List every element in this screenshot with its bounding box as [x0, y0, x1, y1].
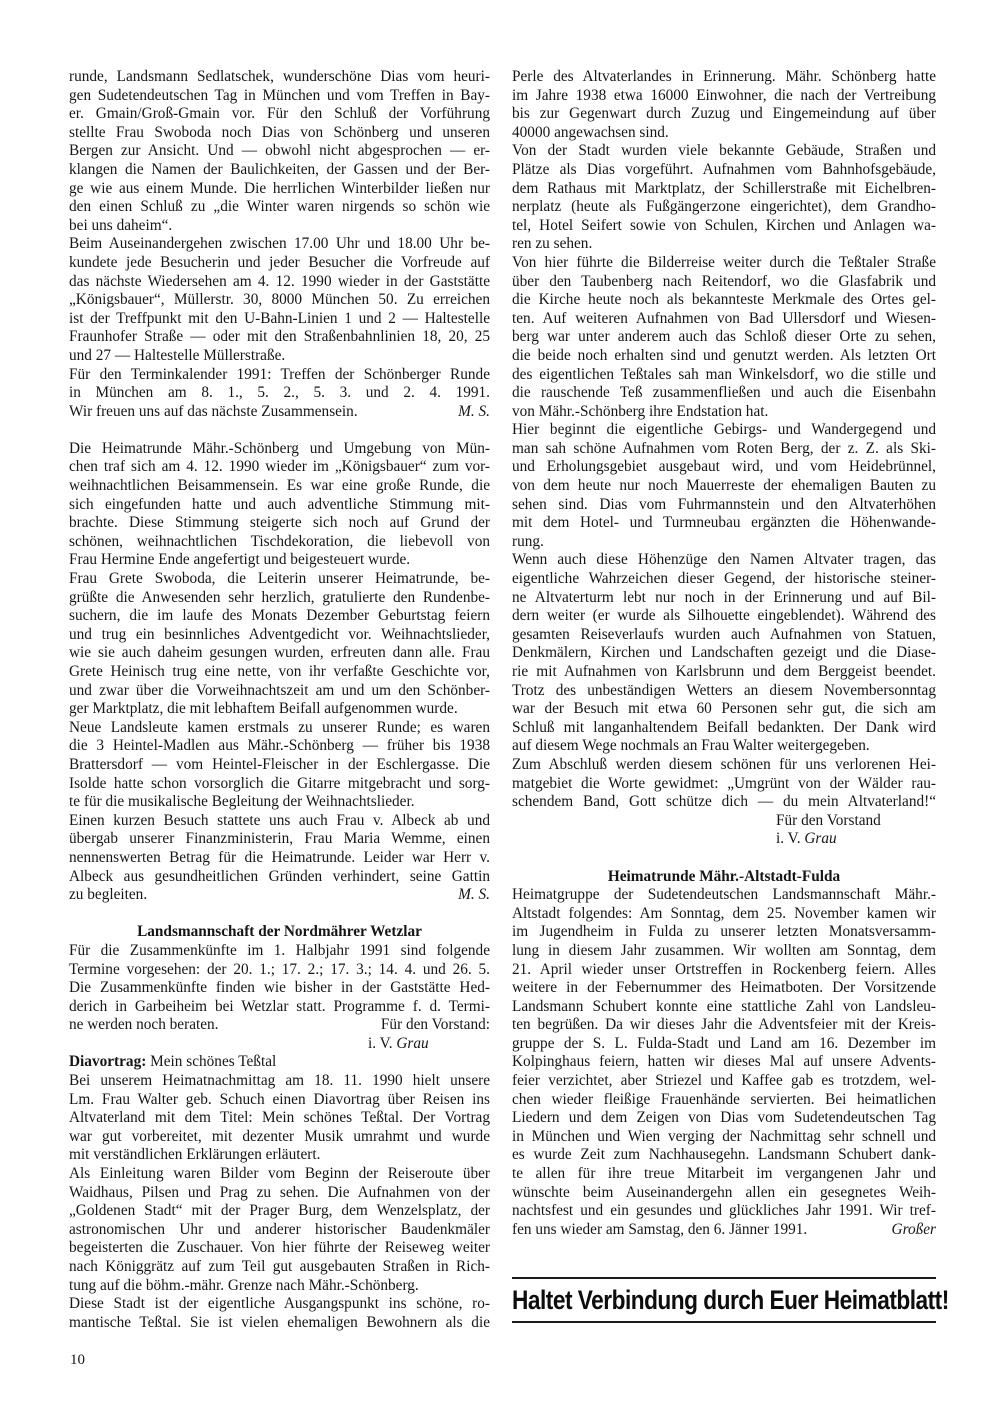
text-line: die Kirche heute noch als bekannteste Merkmale des Ortes gel-: [512, 291, 936, 309]
signature-block: [69, 1035, 490, 1054]
text-line: auf diesem Wege nochmals an Frau Walter weitergegeben.: [512, 737, 870, 755]
spacer: [512, 1258, 936, 1277]
text-line: tung auf die böhm.-mähr. Grenze nach Mähr.-Schönberg.: [69, 1276, 419, 1294]
text-line: kundete jede Besucherin und jeder Besucher die Vorfreude auf: [69, 253, 490, 271]
signature-label: Für den Vorstand: [776, 811, 881, 829]
text-line: Heimatgruppe der Sudetendeutschen Landsmannschaft Mähr.-: [512, 886, 936, 904]
spacer: [512, 849, 936, 868]
text-line: Grete Heinisch trug eine nette, von ihr verfaßte Geschichte vor,: [69, 663, 490, 680]
text-line: schönen, weihnachtlichen Tischdekoration, die liebevoll von: [69, 532, 490, 550]
text-line: wie sie auch daheim gesungen wurden, erfreuten dann alle. Frau: [69, 644, 490, 662]
text-line: über den Taubenberg nach Reitendorf, wo die Glasfabrik und: [512, 272, 936, 290]
paragraph-signature-row: [69, 886, 490, 905]
text-line: von dem heute nur noch Mauerreste der ehemaligen Bauten zu: [512, 477, 936, 495]
text-line: gen Sudetendeutschen Tag in München und vom Treffen in Bay-: [69, 86, 490, 104]
left-column: [69, 68, 490, 1332]
text-line: Von der Stadt wurden viele bekannte Gebäude, Straßen und: [512, 142, 936, 160]
text-line: zu begleiten.: [69, 886, 148, 904]
slogan-text: Haltet Verbindung durch Euer Heimatblatt!: [512, 1284, 949, 1315]
text-line: mit verständlichen Erklärungen erläutert.: [69, 1146, 321, 1164]
text-line: „Königsbauer“, Müllerstr. 30, 8000 München 50. Zu erreichen: [69, 291, 490, 309]
text-line: und zwar über die Vorweihnachtszeit am und um den Schönber-: [69, 681, 490, 699]
text-line: stellte Frau Swoboda noch Dias von Schönberg und unseren: [69, 123, 490, 141]
text-line: die beide noch erhalten sind und genutzt werden. Als letzten Ort: [512, 346, 936, 364]
text-line: Zum Abschluß werden diesem schönen für uns verlorenen Hei-: [512, 755, 936, 773]
text-line: er. Gmain/Groß-Gmain vor. Für den Schluß der Vorführung: [69, 105, 490, 123]
spacer: [69, 905, 490, 924]
text-line: Altvaterland mit dem Titel: Mein schönes Teßtal. Der Vortrag: [69, 1109, 490, 1127]
text-line: Landsmann Schubert konnte eine stattliche Zahl von Landsleu-: [512, 997, 936, 1015]
slogan-banner: [512, 1277, 949, 1324]
text-line: Neue Landsleute kamen erstmals zu unserer Runde; es waren: [69, 718, 490, 736]
signature-prefix: i. V.: [368, 1034, 397, 1052]
paragraph: [69, 812, 490, 886]
text-line: Wenn auch diese Höhenzüge den Namen Altvater tragen, das: [512, 551, 936, 569]
text-line: chen traf sich am 4. 12. 1990 wieder im „Königsbauer“ zum vor-: [69, 458, 490, 476]
text-line: übergab unserer Finanzministerin, Frau Maria Wemme, einen: [69, 830, 490, 848]
text-line: Von hier führte die Bilderreise weiter durch die Teßtaler Straße: [512, 253, 936, 271]
paragraph: [69, 1072, 490, 1165]
text-line: die 3 Heintel-Madlen aus Mähr.-Schönberg — früher bis 1938: [69, 737, 490, 755]
text-line: und trug ein besinnliches Adventgedicht vor. Weihnachtslieder,: [69, 625, 490, 643]
text-line: astronomischen Uhr und anderer historischer Baudenkmäler: [69, 1220, 490, 1238]
text-line: in München und Wien verging der Nachmittag sehr schnell und: [512, 1127, 936, 1145]
text-line: die rauschende Teß zusammenfließen und auch die Eisenbahn: [512, 384, 936, 402]
text-line: und 27 — Haltestelle Müllerstraße.: [69, 346, 286, 364]
paragraph: [512, 886, 936, 1221]
text-line: 40000 angewachsen sind.: [512, 123, 669, 141]
text-line: nerplatz (heute als Fußgängerzone eingerichtet), dem Grandho-: [512, 198, 936, 216]
paragraph-signature-row: [69, 403, 490, 422]
text-line: nach Königgrätz auf zum Teil gut ausgebauten Straßen in Rich-: [69, 1258, 490, 1275]
text-line: sich eingefunden hatte und auch adventliche Stimmung mit-: [69, 495, 490, 513]
text-line: Bei unserem Heimatnachmittag am 18. 11. 1990 hielt unsere: [69, 1072, 490, 1090]
paragraph: [69, 68, 490, 235]
paragraph: [512, 68, 936, 142]
right-column: [512, 68, 949, 1323]
text-line: te für die musikalische Begleitung der Weihnachtslieder.: [69, 793, 415, 811]
text-line: bei uns daheim“.: [69, 216, 173, 234]
signature-row: [69, 1016, 490, 1035]
text-line: weitere in der Febernummer des Heimatboten. Der Vorsitzende: [512, 979, 936, 997]
paragraph: [69, 440, 490, 570]
text-line: Termine vorgesehen: der 20. 1.; 17. 2.; 17. 3.; 14. 4. und 26. 5.: [69, 960, 490, 978]
subheading: [69, 1053, 490, 1072]
section-heading: Heimatrunde Mähr.-Altstadt-Fulda: [607, 867, 841, 885]
text-line: den einen Schluß zu „die Winter waren nirgends so schön wie: [69, 198, 490, 216]
text-line: mantische Teßtal. Sie ist vielen ehemaligen Bewohnern als die: [69, 1313, 490, 1331]
text-line: ger Marktplatz, die mit lebhaftem Beifall aufgenommen wurde.: [69, 700, 458, 718]
text-line: Die Zusammenkünfte finden wie bisher in der Gaststätte Hed-: [69, 979, 490, 997]
text-line: Isolde hatte schon vorsorglich die Gitarre mitgebracht und sorg-: [69, 774, 490, 792]
text-line: Frau Hermine Ende angefertigt und beigesteuert wurde.: [69, 551, 411, 569]
text-line: Plätze als Dias vorgeführt. Aufnahmen vom Bahnhofsgebäude,: [512, 160, 936, 178]
text-line: ne werden noch beraten.: [69, 1016, 219, 1034]
text-line: ten. Auf weiteren Aufnahmen von Bad Ullersdorf und Wiesen-: [512, 309, 936, 327]
top-rule: [512, 1277, 936, 1279]
text-line: Denkmälern, Kirchen und Landschaften gezeigt und die Diase-: [512, 644, 936, 662]
text-line: und Erholungsgebiet ausgebaut wird, und vom Heidebrünnel,: [512, 458, 936, 476]
signature-name: Grau: [396, 1034, 429, 1052]
author-signature: M. S.: [458, 886, 490, 904]
text-line: Für den Terminkalender 1991: Treffen der Schönberger Runde: [69, 365, 490, 383]
text-line: feier verzichtet, aber Striezel und Kaffee gab es trotzdem, wel-: [512, 1072, 936, 1090]
text-line: suchern, die im laufe des Monats Dezember Geburtstag feiern: [69, 607, 490, 625]
spacer: [69, 421, 490, 440]
text-line: dem Rathaus mit Marktplatz, der Schillerstraße mit Eichelbren-: [512, 179, 936, 197]
bottom-rule: [512, 1321, 936, 1323]
text-line: war der Besuch mit etwa 60 Personen sehr gut, die sich am: [512, 700, 936, 718]
text-line: tel, Hotel Seifert sowie von Schulen, Kirchen und Anlagen wa-: [512, 216, 936, 234]
text-line: Perle des Altvaterlandes in Erinnerung. Mähr. Schönberg hatte: [512, 68, 936, 85]
section-heading: Landsmannschaft der Nordmährer Wetzlar: [137, 923, 422, 941]
text-line: grüßte die Anwesenden sehr herzlich, gratulierte den Rundenbe-: [69, 588, 490, 606]
paragraph: [512, 254, 936, 421]
text-line: Altstadt folgendes: Am Sonntag, dem 25. November kamen wir: [512, 904, 936, 922]
paragraph: [69, 1295, 490, 1332]
text-line: Albeck aus gesundheitlichen Gründen verhindert, seine Gattin: [69, 867, 490, 885]
text-line: Trotz des unbeständigen Wetters an diesem Novembersonntag: [512, 681, 936, 699]
text-line: „Goldenen Stadt“ mit der Prager Burg, dem Wenzelsplatz, der: [69, 1202, 490, 1220]
text-line: ge wie aus einem Munde. Die herrlichen Winterbilder ließen nur: [69, 179, 490, 197]
text-line: lung in diesem Jahr zusammen. Wir wollten am Sonntag, dem: [512, 941, 936, 959]
text-line: rung.: [512, 532, 544, 550]
text-line: von Mähr.-Schönberg ihre Endstation hat.: [512, 402, 769, 420]
paragraph: [69, 235, 490, 365]
text-line: brachte. Diese Stimmung steigerte sich noch auf Grund der: [69, 514, 490, 532]
text-line: ne Altvaterturm lebt nur noch in der Erinnerung und auf Bil-: [512, 588, 936, 606]
text-line: man sah schöne Aufnahmen vom Roten Berg, der z. Z. als Ski-: [512, 439, 936, 457]
text-line: Einen kurzen Besuch stattete uns auch Frau v. Albeck ab und: [69, 811, 490, 829]
paragraph: [69, 1165, 490, 1295]
signature-line: [776, 830, 936, 849]
text-line: derich in Garbeiheim bei Wetzlar statt. Programme f. d. Termi-: [69, 997, 490, 1015]
text-line: dern weiter (er wurde als Silhouette eingeblendet). Während des: [512, 607, 936, 625]
paragraph: [512, 682, 936, 756]
text-line: das nächste Wiedersehen am 4. 12. 1990 wieder in der Gaststätte: [69, 272, 490, 290]
text-line: Beim Auseinandergehen zwischen 17.00 Uhr und 18.00 Uhr be-: [69, 235, 490, 253]
paragraph: [512, 551, 936, 681]
text-line: Als Einleitung waren Bilder vom Beginn der Reiseroute über: [69, 1165, 490, 1183]
text-line: Kolpinghaus feiern, hatten wir dieses Mal auf unsere Advents-: [512, 1053, 936, 1071]
signature-prefix: i. V.: [776, 830, 805, 848]
text-line: mit dem Hotel- und Turmneubau ergänzten die Höhenwande-: [512, 514, 936, 532]
text-line: Wir freuen uns auf das nächste Zusammensein.: [69, 402, 358, 420]
text-line: ist der Treffpunkt mit den U-Bahn-Linien 1 und 2 — Haltestelle: [69, 309, 490, 327]
text-line: schendem Band, Gott schütze dich — du mein Altvaterland!“: [512, 793, 936, 811]
text-line: im Jahre 1938 etwa 16000 Einwohner, die nach der Vertreibung: [512, 86, 936, 104]
text-line: bis zur Gegenwart durch Zuzug und Eingemeindung auf über: [512, 105, 936, 123]
text-line: 21. April wieder unser Ortstreffen in Rockenberg feiern. Alles: [512, 960, 936, 978]
text-line: te allen für ihre treue Mitarbeit im vergangenen Jahr und: [512, 1165, 936, 1183]
text-line: wünschte beim Auseinandergehn allen ein gesegnetes Weih-: [512, 1183, 936, 1201]
paragraph: [512, 142, 936, 254]
text-line: matgebiet die Worte gewidmet: „Umgrünt von der Wälder rau-: [512, 774, 936, 792]
text-line: klangen die Namen der Baulichkeiten, der Gassen und der Ber-: [69, 160, 490, 178]
text-line: Hier beginnt die eigentliche Gebirgs- und Wandergegend und: [512, 421, 936, 439]
text-line: des eigentlichen Teßtales sah man Winkelsdorf, wo die stille und: [512, 365, 936, 383]
text-line: weihnachtlichen Beisammensein. Es war eine große Runde, die: [69, 477, 490, 495]
text-line: war gut vorbereitet, mit dezenter Musik umrahmt und wurde: [69, 1127, 490, 1145]
text-line: in München am 8. 1., 5. 2., 5. 3. und 2. 4. 1991.: [69, 384, 490, 402]
text-line: Liedern und dem Zeigen von Dias vom Sudetendeutschen Tag: [512, 1109, 936, 1127]
text-line: berg war unter anderem auch das Schloß dieser Orte zu sehen,: [512, 328, 936, 346]
text-line: begeisterten die Zuschauer. Von hier führte der Reiseweg weiter: [69, 1239, 490, 1257]
text-line: gesamten Reiseverlaufs wurden auch Aufnahmen von Statuen,: [512, 625, 936, 643]
text-line: fen uns wieder am Samstag, den 6. Jänner 1991.: [512, 1220, 808, 1238]
text-line: Bergen zur Ansicht. Und — obwohl nicht abgesprochen — er-: [69, 142, 490, 160]
text-line: chen wieder fleißige Frauenhände servierten. Bei heimatlichen: [512, 1090, 936, 1108]
text-line: Fraunhofer Straße — oder mit den Straßenbahnlinien 18, 20, 25: [69, 328, 490, 346]
text-line: Waidhaus, Pilsen und Prag zu sehen. Die Aufnahmen von der: [69, 1183, 490, 1201]
text-line: ten begrüßen. Da wir dieses Jahr die Adventsfeier mit der Kreis-: [512, 1016, 936, 1034]
author-signature: Großer: [891, 1220, 936, 1238]
paragraph: [69, 719, 490, 812]
text-line: nachtsfest und ein gesundes und glückliches Jahr 1991. Wir tref-: [512, 1202, 936, 1220]
text-line: Frau Grete Swoboda, die Leiterin unserer Heimatrunde, be-: [69, 570, 490, 588]
spacer: [512, 1239, 936, 1258]
paragraph: [512, 421, 936, 551]
signature-block: [512, 812, 936, 849]
text-line: Schluß mit langanhaltendem Beifall bedankten. Der Dank wird: [512, 718, 936, 736]
paragraph: [69, 942, 490, 1016]
text-line: es wurde Zeit zum Nachhausegehn. Landsmann Schubert dank-: [512, 1146, 936, 1164]
subheading-label: Diavortrag:: [69, 1053, 147, 1071]
text-line: rie mit Aufnahmen von Karlsbrunn und dem Berggeist beendet.: [512, 663, 936, 680]
text-line: runde, Landsmann Sedlatschek, wunderschöne Dias vom heuri-: [69, 68, 490, 85]
text-line: sehen sind. Dias vom Fuhrmannstein und den Altvaterhöhen: [512, 495, 936, 513]
paragraph-signature-row: [512, 1221, 936, 1240]
signature-name: Grau: [804, 830, 837, 848]
text-line: Brattersdorf — vom Heintel-Fleischer in der Eschlergasse. Die: [69, 755, 490, 773]
paragraph: [512, 756, 936, 812]
text-line: Für die Zusammenkünfte im 1. Halbjahr 1991 sind folgende: [69, 941, 490, 959]
subheading-title: Mein schönes Teßtal: [146, 1053, 277, 1071]
paragraph: [69, 366, 490, 403]
text-line: Die Heimatrunde Mähr.-Schönberg und Umgebung von Mün-: [69, 439, 490, 457]
text-line: gruppe der S. L. Fulda-Stadt und Land am 16. Dezember im: [512, 1034, 936, 1052]
page-number: 10: [70, 1352, 85, 1368]
text-line: ren zu sehen.: [512, 235, 593, 253]
text-line: im Jugendheim in Fulda zu unserer letzten Monatsversamm-: [512, 923, 936, 941]
text-line: nennenswerten Betrag für die Heimatrunde. Leider war Herr v.: [69, 848, 490, 866]
text-line: eigentliche Wahrzeichen dieser Gegend, der historische steiner-: [512, 570, 936, 588]
paragraph: [69, 570, 490, 719]
author-signature: M. S.: [458, 402, 490, 420]
text-line: Lm. Frau Walter geb. Schuch einen Diavortrag über Reisen ins: [69, 1090, 490, 1108]
signature-label: Für den Vorstand:: [380, 1016, 490, 1034]
text-line: Diese Stadt ist der eigentliche Ausgangspunkt ins schöne, ro-: [69, 1295, 490, 1313]
